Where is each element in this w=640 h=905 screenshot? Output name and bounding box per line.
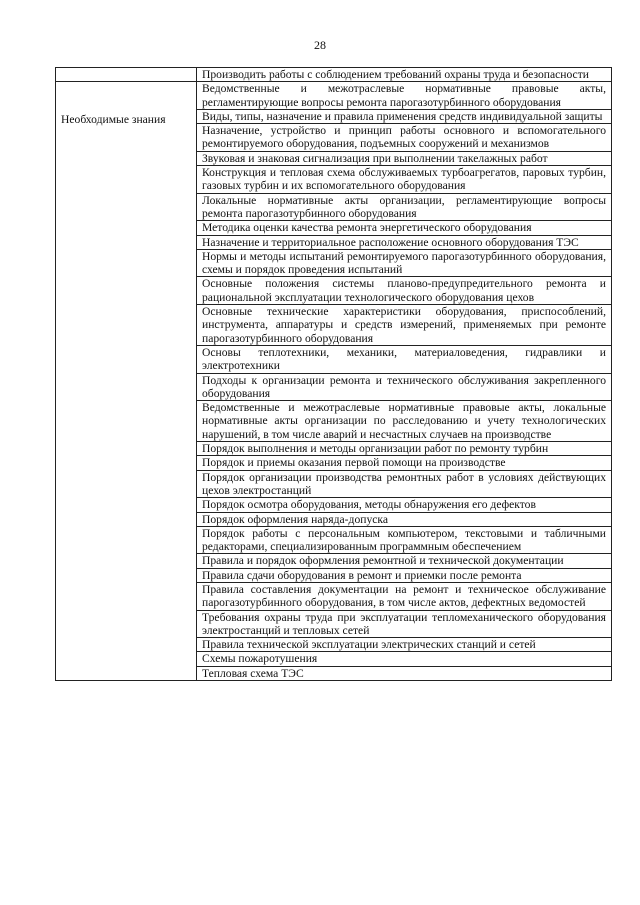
knowledge-item-text: Звуковая и знаковая сигнализация при выполнении такелажных работ (202, 151, 548, 165)
top-row-text: Производить работы с соблюдением требований охраны труда и безопасности (202, 68, 589, 81)
knowledge-item-text: Правила сдачи оборудования в ремонт и приемки после ремонта (202, 568, 522, 582)
knowledge-item (197, 638, 612, 652)
knowledge-item (197, 151, 612, 165)
knowledge-item (197, 568, 612, 582)
knowledge-item-text: Ведомственные и межотраслевые нормативные правовые акты, регламентирующие вопросы ремонта парогазотурбинного оборудования (202, 82, 606, 109)
knowledge-item (197, 498, 612, 512)
knowledge-item (197, 305, 612, 346)
knowledge-item-text: Виды, типы, назначение и правила применения средств индивидуальной защиты (202, 109, 603, 123)
knowledge-item-text: Правила технической эксплуатации электрических станций и сетей (202, 638, 536, 652)
knowledge-item (197, 249, 612, 277)
table-row (56, 82, 612, 110)
knowledge-item-text: Правила и порядок оформления ремонтной и технической документации (202, 554, 564, 568)
knowledge-item (197, 109, 612, 123)
knowledge-item (197, 652, 612, 666)
knowledge-item-text: Порядок выполнения и методы организации работ по ремонту турбин (202, 442, 549, 456)
knowledge-item (197, 235, 612, 249)
knowledge-item-text: Основные положения системы планово-предупредительного ремонта и рациональной эксплуатации технологического оборудования цехов (202, 277, 606, 304)
top-row-cell (197, 68, 612, 82)
knowledge-item (197, 124, 612, 152)
top-left-cell (56, 68, 197, 82)
knowledge-table (55, 67, 612, 681)
knowledge-item-text: Порядок работы с персональным компьютером, текстовыми и табличными редакторами, специализированным программным обеспечением (202, 526, 606, 554)
knowledge-item (197, 82, 612, 110)
knowledge-item (197, 277, 612, 305)
knowledge-item (197, 221, 612, 235)
knowledge-item (197, 512, 612, 526)
knowledge-item-text: Локальные нормативные акты организации, регламентирующие вопросы ремонта парогазотурбинного оборудования (202, 193, 606, 220)
knowledge-item-text: Порядок организации производства ремонтных работ в условиях действующих цехов электростанций (202, 470, 606, 497)
knowledge-item (197, 526, 612, 554)
knowledge-item-text: Методика оценки качества ремонта энергетического оборудования (202, 221, 532, 235)
knowledge-item-text: Нормы и методы испытаний ремонтируемого парогазотурбинного оборудования, схемы и порядок проведения испытаний (202, 249, 606, 277)
knowledge-item-text: Основные технические характеристики оборудования, приспособлений, инструмента, аппаратуры и средств измерений, применяемых при ремонте парогазотурбинного оборудования (202, 305, 606, 345)
knowledge-item (197, 401, 612, 442)
knowledge-item (197, 193, 612, 221)
knowledge-item (197, 582, 612, 610)
knowledge-item-text: Порядок осмотра оборудования, методы обнаружения его дефектов (202, 498, 536, 512)
knowledge-item (197, 470, 612, 498)
knowledge-item-text: Назначение, устройство и принцип работы основного и вспомогательного ремонтируемого оборудования, подъемных сооружений и механизмов (202, 124, 606, 151)
table-row-top (56, 68, 612, 82)
knowledge-item (197, 456, 612, 470)
knowledge-item-text: Ведомственные и межотраслевые нормативные правовые акты, локальные нормативные акты организации по расследованию и учету технологических нарушений, в том числе аварий и несчастных случаев на производстве (202, 401, 606, 441)
knowledge-item (197, 166, 612, 194)
knowledge-item-text: Основы теплотехники, механики, материаловедения, гидравлики и электротехники (202, 345, 606, 373)
knowledge-item-text: Подходы к организации ремонта и технического обслуживания закрепленного оборудования (202, 373, 606, 400)
knowledge-item (197, 554, 612, 568)
knowledge-item (197, 610, 612, 638)
knowledge-item-text: Правила составления документации на ремонт и техническое обслуживание парогазотурбинного оборудования, в том числе актов, дефектных ведомостей (202, 582, 606, 610)
knowledge-item-text: Тепловая схема ТЭС (202, 666, 304, 680)
knowledge-item (197, 345, 612, 373)
knowledge-item-text: Схемы пожаротушения (202, 652, 318, 666)
knowledge-item (197, 373, 612, 401)
knowledge-item-text: Конструкция и тепловая схема обслуживаемых турбоагрегатов, паровых турбин, газовых турбин и их вспомогательного оборудования (202, 166, 606, 193)
page-number: 28 (314, 38, 326, 52)
knowledge-item-text: Порядок и приемы оказания первой помощи на производстве (202, 456, 506, 470)
knowledge-item-text: Назначение и территориальное расположение основного оборудования ТЭС (202, 235, 579, 249)
knowledge-item-text: Порядок оформления наряда-допуска (202, 512, 388, 526)
section-label: Необходимые знания (56, 82, 197, 681)
knowledge-item (197, 442, 612, 456)
knowledge-item-text: Требования охраны труда при эксплуатации тепломеханического оборудования электростанций и тепловых сетей (202, 610, 606, 637)
knowledge-item (197, 666, 612, 680)
